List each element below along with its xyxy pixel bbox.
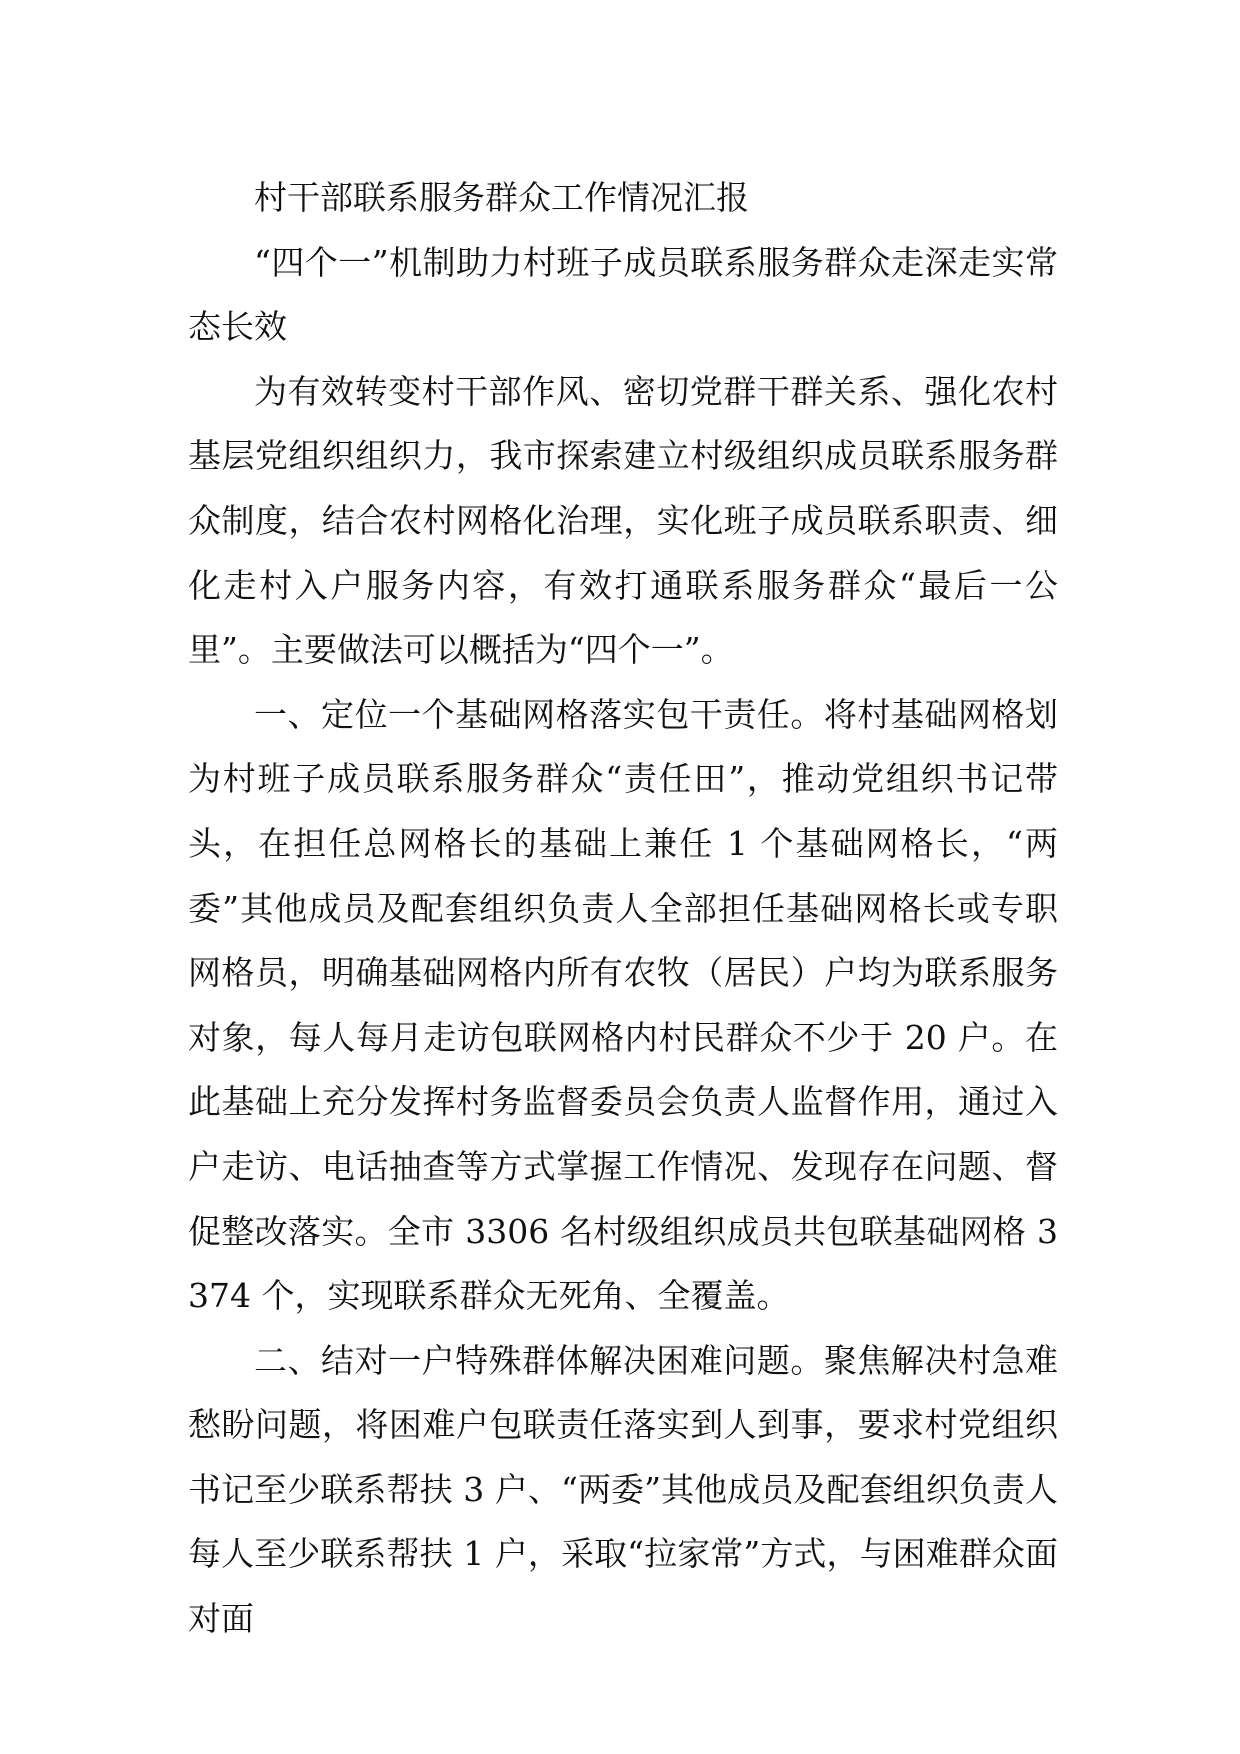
- document-body: [188, 166, 1058, 1652]
- paragraph-section-one: 一、定位一个基础网格落实包干责任。将村基础网格划为村班子成员联系服务群众“责任田”，推动党组织书记带头，在担任总网格长的基础上兼任 1 个基础网格长，“两委”其他成员及配套组织负责人全部担任基础网格长或专职网格员，明确基础网格内所有农牧（居民）户均为联系服务对象，每人每月走访包联网格内村民群众不少于 20 户。在此基础上充分发挥村务监督委员会负责人监督作用，通过入户走访、电话抽查等方式掌握工作情况、发现存在问题、督促整改落实。全市 3306 名村级组织成员共包联基础网格 3374 个，实现联系群众无死角、全覆盖。: [188, 694, 1058, 1316]
- document-title: 村干部联系服务群众工作情况汇报: [254, 178, 749, 217]
- document-subtitle: “四个一”机制助力村班子成员联系服务群众走深走实常态长效: [188, 242, 1058, 347]
- paragraph-intro: 为有效转变村干部作风、密切党群干群关系、强化农村基层党组织组织力，我市探索建立村级组织成员联系服务群众制度，结合农村网格化治理，实化班子成员联系职责、细化走村入户服务内容，有效打通联系服务群众“最后一公里”。主要做法可以概括为“四个一”。: [188, 371, 1058, 670]
- paragraph-section-two: 二、结对一户特殊群体解决困难问题。聚焦解决村急难愁盼问题，将困难户包联责任落实到人到事，要求村党组织书记至少联系帮扶 3 户、“两委”其他成员及配套组织负责人每人至少联系帮扶 1 户，采取“拉家常”方式，与困难群众面对面: [188, 1340, 1058, 1639]
